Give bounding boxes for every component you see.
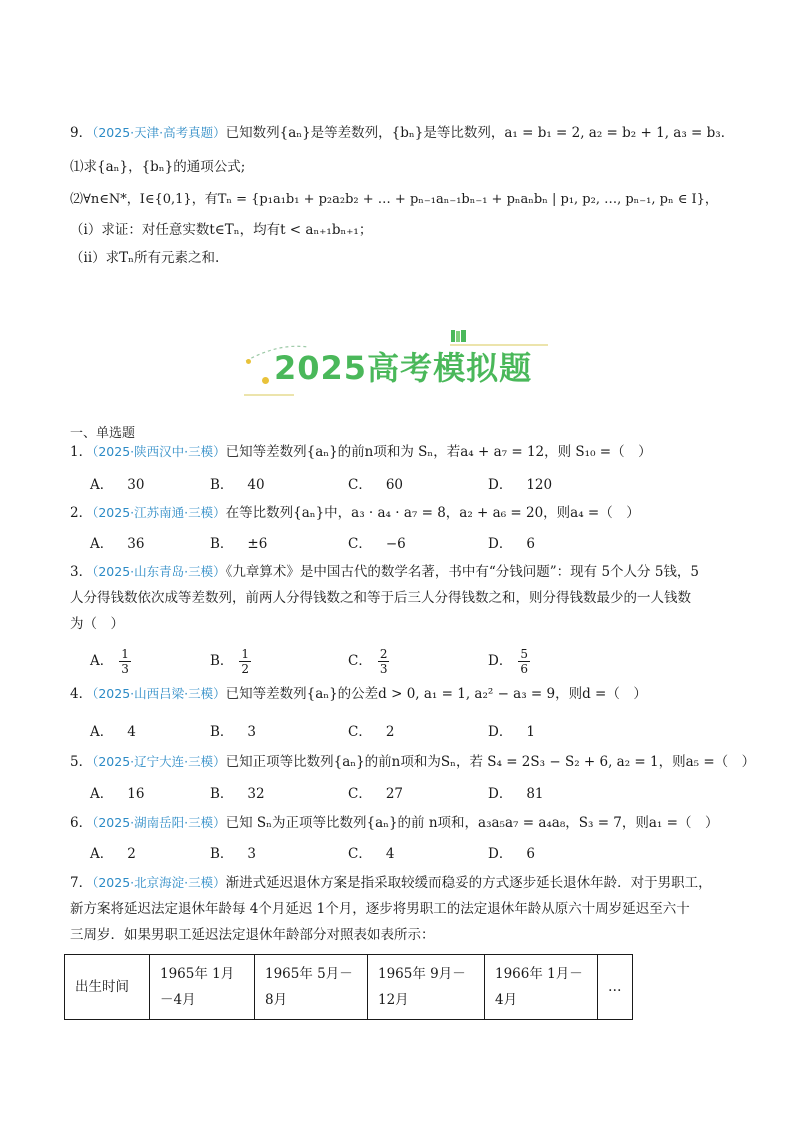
option-a[interactable] — [90, 474, 144, 496]
option-c[interactable] — [348, 721, 394, 743]
books-icon — [450, 329, 468, 343]
q2-options — [90, 533, 730, 555]
question-number: 4． — [70, 686, 93, 702]
q9-part2: ⑵∀n∈N*，I∈{0,1}，有Tₙ = {p₁a₁b₁ + p₂a₂b₂ + … + pₙ₋₁aₙ₋₁bₙ₋₁ + pₙaₙbₙ | p₁, p₂, …, pₙ₋₁, pₙ ∈ I}， — [70, 192, 718, 207]
option-label: A． — [90, 786, 114, 802]
fraction — [119, 647, 131, 676]
option-value: 4 — [385, 846, 395, 862]
option-label: D． — [488, 724, 513, 740]
option-value: 6 — [526, 846, 535, 862]
option-label: B． — [210, 653, 234, 669]
q3-options — [90, 642, 730, 680]
numerator: 1 — [241, 647, 250, 661]
option-label: C． — [348, 477, 372, 493]
q9-sub2: （ii）求Tₙ所有元素之和. — [70, 250, 220, 266]
option-value: 120 — [526, 477, 553, 493]
question-2 — [70, 503, 734, 523]
section-banner — [238, 325, 558, 405]
question-5 — [70, 752, 756, 772]
question-number: 2． — [70, 505, 93, 521]
question-text: 已知正项等比数列{aₙ}的前n项和为Sₙ，若 S₄ = 2S₃ − S₂ + 6, a₂ = 1，则a₅ =（ ） — [225, 754, 756, 770]
option-value: 16 — [127, 786, 145, 802]
banner-title: 2025高考模拟题 — [274, 349, 533, 387]
question-source: （2025·天津·高考真题） — [92, 125, 226, 140]
option-b[interactable] — [210, 721, 256, 743]
question-text: 已知 Sₙ为正项等比数列{aₙ}的前 n项和，a₃a₅a₇ = a₄a₈，S₃ = 7，则a₁ =（ ） — [225, 815, 719, 831]
option-d[interactable] — [488, 642, 530, 680]
question-text: 已知等差数列{aₙ}的前n项和为 Sₙ，若a₄ + a₇ = 12，则 S₁₀ =（ ） — [225, 444, 652, 460]
denominator: 3 — [121, 662, 129, 676]
option-b[interactable] — [210, 783, 265, 805]
denominator: 3 — [379, 662, 388, 676]
option-label: B． — [210, 477, 234, 493]
option-b[interactable] — [210, 843, 256, 865]
option-b[interactable] — [210, 533, 267, 555]
option-value: 4 — [127, 724, 136, 740]
numerator: 5 — [520, 647, 528, 661]
option-label: A． — [90, 724, 114, 740]
option-label: B． — [210, 724, 234, 740]
dot-icon — [246, 359, 251, 364]
question-text: 在等比数列{aₙ}中，a₃ · a₄ · a₇ = 8，a₂ + a₆ = 20，则a₄ =（ ） — [225, 505, 640, 521]
question-number: 5． — [70, 754, 93, 770]
table-cell-ellipsis: … — [598, 955, 633, 1020]
question-3-line2: 人分得钱数依次成等差数列，前两人分得钱数之和等于后三人分得钱数之和，则分得钱数最少的一人钱数 — [70, 590, 691, 606]
option-label: D． — [488, 653, 513, 669]
question-number: 3． — [70, 564, 93, 580]
option-label: B． — [210, 536, 234, 552]
fraction — [378, 647, 390, 676]
option-label: C． — [348, 653, 372, 669]
question-3-line3: 为（ ） — [70, 616, 124, 632]
numerator: 2 — [379, 647, 388, 661]
table-cell: 1965年 5月－8月 — [255, 955, 368, 1020]
option-d[interactable] — [488, 843, 535, 865]
option-value: 2 — [385, 724, 395, 740]
question-source: （2025·北京海淀·三模） — [92, 875, 226, 890]
question-source: （2025·山东青岛·三模） — [92, 564, 226, 579]
question-1 — [70, 442, 734, 462]
option-label: C． — [348, 786, 372, 802]
option-value: −6 — [385, 536, 406, 552]
option-value: 6 — [526, 536, 535, 552]
question-number: 1． — [70, 444, 93, 460]
q5-options — [90, 783, 730, 805]
section-title: 一、单选题 — [70, 426, 136, 441]
option-value: ±6 — [247, 536, 268, 552]
question-source: （2025·陕西汉中·三模） — [92, 444, 226, 459]
option-value: 32 — [247, 786, 265, 802]
option-label: A． — [90, 536, 114, 552]
question-4 — [70, 684, 734, 704]
option-a[interactable] — [90, 783, 144, 805]
question-3 — [70, 562, 734, 582]
question-number: 9． — [70, 125, 93, 141]
option-label: A． — [90, 846, 114, 862]
q9-stem — [70, 123, 734, 143]
table-cell: 1965年 9月－12月 — [368, 955, 485, 1020]
option-label: C． — [348, 536, 372, 552]
denominator: 2 — [241, 662, 250, 676]
option-value: 1 — [526, 724, 535, 740]
option-c[interactable] — [348, 474, 403, 496]
question-6 — [70, 813, 734, 833]
option-value: 2 — [127, 846, 136, 862]
option-b[interactable] — [210, 642, 251, 680]
option-c[interactable] — [348, 843, 394, 865]
question-text: 已知数列{aₙ}是等差数列，{bₙ}是等比数列，a₁ = b₁ = 2, a₂ = b₂ + 1, a₃ = b₃． — [225, 125, 735, 141]
option-d[interactable] — [488, 721, 535, 743]
option-label: D． — [488, 846, 513, 862]
question-source: （2025·湖南岳阳·三模） — [92, 815, 226, 830]
fraction — [518, 647, 530, 676]
numerator: 1 — [121, 647, 129, 661]
question-7-line2: 新方案将延迟法定退休年龄每 4个月延迟 1个月，逐步将男职工的法定退休年龄从原六十周岁延迟至六十 — [70, 901, 690, 917]
option-label: C． — [348, 724, 372, 740]
option-d[interactable] — [488, 533, 535, 555]
option-value: 27 — [385, 786, 404, 802]
question-number: 6． — [70, 815, 93, 831]
question-number: 7． — [70, 875, 93, 891]
option-d[interactable] — [488, 783, 544, 805]
question-7 — [70, 873, 734, 893]
question-text: 《九章算术》是中国古代的数学名著，书中有“分钱问题”：现有 5个人分 5钱，5 — [225, 564, 700, 580]
option-value: 36 — [127, 536, 145, 552]
option-label: D． — [488, 786, 513, 802]
retirement-table — [64, 954, 633, 1020]
option-label: B． — [210, 786, 234, 802]
question-source: （2025·辽宁大连·三模） — [92, 754, 226, 769]
option-value: 3 — [247, 724, 257, 740]
option-label: D． — [488, 477, 513, 493]
question-source: （2025·江苏南通·三模） — [92, 505, 226, 520]
dot-icon — [262, 377, 269, 384]
q9-part1: ⑴求{aₙ}，{bₙ}的通项公式; — [70, 159, 246, 175]
question-source: （2025·山西吕梁·三模） — [92, 686, 226, 701]
option-d[interactable] — [488, 474, 552, 496]
table-row — [65, 955, 633, 1020]
option-value: 3 — [247, 846, 257, 862]
q6-options — [90, 843, 730, 865]
option-b[interactable] — [210, 474, 265, 496]
table-header-cell: 出生时间 — [65, 955, 150, 1020]
option-label: A． — [90, 477, 114, 493]
question-text: 已知等差数列{aₙ}的公差d > 0, a₁ = 1, a₂² − a₃ = 9，则d =（ ） — [225, 686, 647, 702]
option-label: A． — [90, 653, 114, 669]
q1-options — [90, 474, 730, 496]
option-a[interactable] — [90, 642, 131, 680]
table-cell: 1965年 1月－4月 — [150, 955, 255, 1020]
option-c[interactable] — [348, 783, 403, 805]
q9-sub1: （i）求证：对任意实数t∈Tₙ，均有t < aₙ₊₁bₙ₊₁； — [70, 222, 373, 238]
option-c[interactable] — [348, 642, 389, 680]
q4-options — [90, 721, 730, 743]
denominator: 6 — [520, 662, 528, 676]
option-value: 60 — [385, 477, 404, 493]
table-cell: 1966年 1月－4月 — [485, 955, 598, 1020]
option-value: 30 — [127, 477, 145, 493]
question-7-line3: 三周岁．如果男职工延迟法定退休年龄部分对照表如表所示： — [70, 927, 435, 943]
fraction — [239, 647, 251, 676]
option-a[interactable] — [90, 721, 136, 743]
option-label: D． — [488, 536, 513, 552]
option-a[interactable] — [90, 533, 144, 555]
option-a[interactable] — [90, 843, 136, 865]
question-text: 渐进式延迟退休方案是指采取较缓而稳妥的方式逐步延长退休年龄．对于男职工， — [225, 875, 712, 891]
option-c[interactable] — [348, 533, 406, 555]
option-value: 81 — [526, 786, 544, 802]
option-label: B． — [210, 846, 234, 862]
option-value: 40 — [247, 477, 265, 493]
option-label: C． — [348, 846, 372, 862]
